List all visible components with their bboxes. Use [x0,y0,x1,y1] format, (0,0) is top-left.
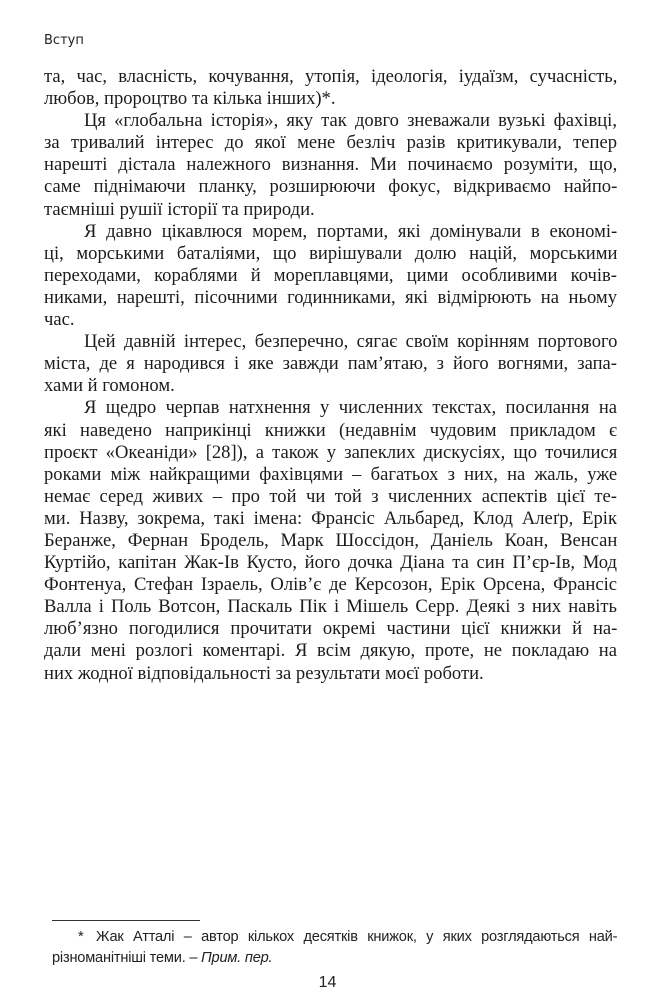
paragraph [44,331,617,397]
text-line: Я щедро черпав натхнення у численних текстах, посилання на [84,397,618,419]
text-line: Ця «глобальна історія», яку так довго зневажали вузькі фахівці, [84,110,617,132]
text-line: Беранже, Фернан Бродель, Марк Шоссідон, Даніель Коан, Венсан [44,529,618,551]
text-line: саме піднімаючи планку, розширюючи фокус, відкриваємо найпо- [44,176,618,198]
body-text [44,66,617,685]
text-line: Я давно цікавлюся морем, портами, які домінували в економі- [84,220,618,242]
text-line: нарешті дістала належного визнання. Ми починаємо розуміти, що, [44,154,618,176]
text-line: дали мені розлогі коментарі. Я всім дякую, проте, не покладаю на [44,640,617,662]
text-line: проєкт «Океаніди» [28]), а також у запеклих дискусіях, що точилися [44,441,618,463]
text-line: Валла і Поль Вотсон, Паскаль Пік і Мішель Серр. Деякі з них навіть [44,596,617,618]
paragraph [44,66,617,110]
text-line: ми. Назву, зокрема, такі імена: Франсіс Альбаред, Клод Алеґр, Ерік [44,507,617,529]
text-line: час. [44,309,75,331]
translator-note: Прим. пер. [201,950,273,966]
footnote-rule [52,920,200,921]
text-line: Цей давній інтерес, безперечно, сягає своїм корінням портового [84,331,618,353]
text-line: Куртійо, капітан Жак-Ів Кусто, його дочка Діана та син П’єр-Ів, Мод [44,552,617,574]
paragraph [44,397,617,684]
text-line: міста, де я народився і яке завжди пам’ятаю, з його вогнями, запа- [44,353,617,375]
text-line: роками між найкращими фахівцями – багатьох з них, на жаль, уже [44,463,618,485]
paragraph [44,221,617,331]
text-line: никами, нарешті, пісочними годинниками, які відмірюють на ньому [44,286,617,308]
text-line: ці, морськими баталіями, що вирішували долю націй, морськими [44,242,618,264]
page-number: 14 [318,974,337,991]
text-line: любов, пророцтво та кілька інших)*. [44,88,336,110]
text-line: хами й гомоном. [44,375,175,397]
paragraph [44,110,617,220]
footnote-mark: * [78,929,84,945]
footnote-text-1: Жак Атталі – автор кількох десятків книжок, у яких розглядаються най- [96,929,618,945]
text-line: які наведено наприкінці книжки (недавнім чудовим прикладом є [44,419,617,441]
text-line: них жодної відповідальності за результати моєї роботи. [44,662,484,684]
text-line: немає серед живих – про той чи той з численних аспектів цієї те- [44,485,617,507]
text-line: Фонтенуа, Стефан Ізраель, Олів’є де Керсозон, Ерік Орсена, Франсіс [44,574,617,596]
text-line: переходами, кораблями й мореплавцями, цими особливими кочів- [44,264,617,286]
footnote-line-1 [52,927,617,948]
footnote [52,927,617,969]
text-line: та, час, власність, кочування, утопія, ідеологія, іудаїзм, сучасність, [44,66,618,87]
footnote-line-2 [52,948,617,969]
text-line: за тривалий інтерес до якої мене безліч разів критикували, тепер [44,132,617,154]
footnote-text-2: різноманітніші теми. – [52,950,202,966]
running-head: Вступ [44,33,84,48]
text-line: люб’язно погодилися прочитати окремі частини цієї книжки й на- [44,618,618,640]
text-line: таємніші рушії історії та природи. [44,198,315,220]
